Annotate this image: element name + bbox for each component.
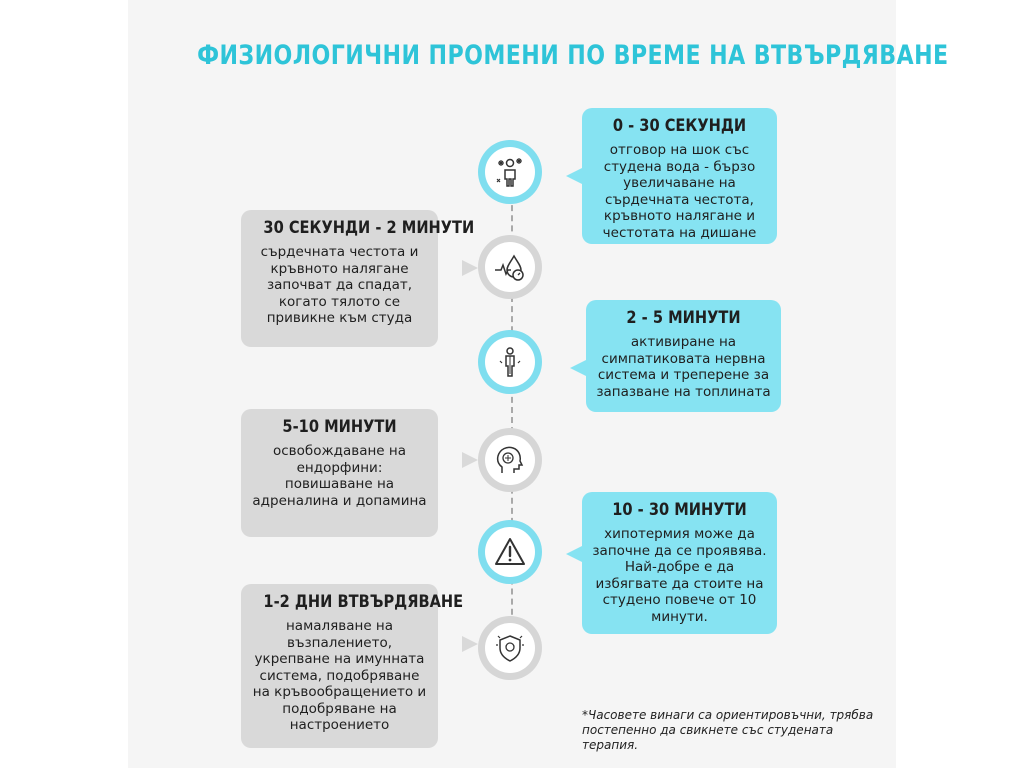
stage-heading: 30 СЕКУНДИ - 2 МИНУТИ [263,218,475,238]
cold-person-icon [493,155,527,189]
stage-heading: 2 - 5 МИНУТИ [626,308,741,328]
stage-text: сърдечната честота и кръвното налягане започват да спадат, когато тялото се привикне към студа [260,244,419,326]
card-pointer-1 [566,168,582,184]
card-pointer-2 [462,260,478,276]
stage-card-6 [241,584,464,748]
stage-card-4 [241,409,438,537]
stage-text: освобождаване на ендорфини: повишаване на адреналина и допамина [252,443,427,509]
timeline-node-6 [478,616,542,680]
stage-text: отговор на шок със студена вода - бързо увеличаване на сърдечната честота, кръвното налягане и честотата на дишане [602,142,757,241]
warning-icon [493,535,527,569]
timeline-node-4 [478,428,542,492]
blood-pressure-icon [493,250,527,284]
stage-text: намаляване на възпалението, укрепване на имунната система, подобряване на кръвообращението и подобряване на настроението [252,618,427,733]
stage-card-1 [582,108,777,244]
infographic-panel [128,0,949,768]
page-title: ФИЗИОЛОГИЧНИ ПРОМЕНИ ПО ВРЕМЕ НА ВТВЪРДЯВАНЕ [197,40,949,71]
stage-text: активиране на симпатиковата нервна система и треперене за запазване на топлината [596,334,771,400]
stage-card-2 [241,210,475,347]
timeline-node-1 [478,140,542,204]
nervous-system-icon [493,345,527,379]
card-pointer-3 [570,360,586,376]
card-pointer-5 [566,546,582,562]
stage-card-5 [582,492,777,634]
stage-card-3 [586,300,781,412]
stage-heading: 1-2 ДНИ ВТВЪРДЯВАНЕ [263,592,464,612]
timeline-node-2 [478,235,542,299]
timeline-node-3 [478,330,542,394]
stage-heading: 0 - 30 СЕКУНДИ [612,116,747,136]
card-pointer-6 [462,636,478,652]
stage-text: хипотермия може да започне да се проявява. Най-добре е да избягвате да стоите на студено повече от 10 минути. [592,526,767,625]
stage-heading: 5-10 МИНУТИ [282,417,397,437]
timeline-node-5 [478,520,542,584]
stage-heading: 10 - 30 МИНУТИ [612,500,747,520]
brain-head-icon [493,443,527,477]
immune-shield-icon [493,631,527,665]
footnote: *Часовете винаги са ориентировъчни, трябва постепенно да свикнете със студената терапия. [582,708,874,752]
card-pointer-4 [462,452,478,468]
